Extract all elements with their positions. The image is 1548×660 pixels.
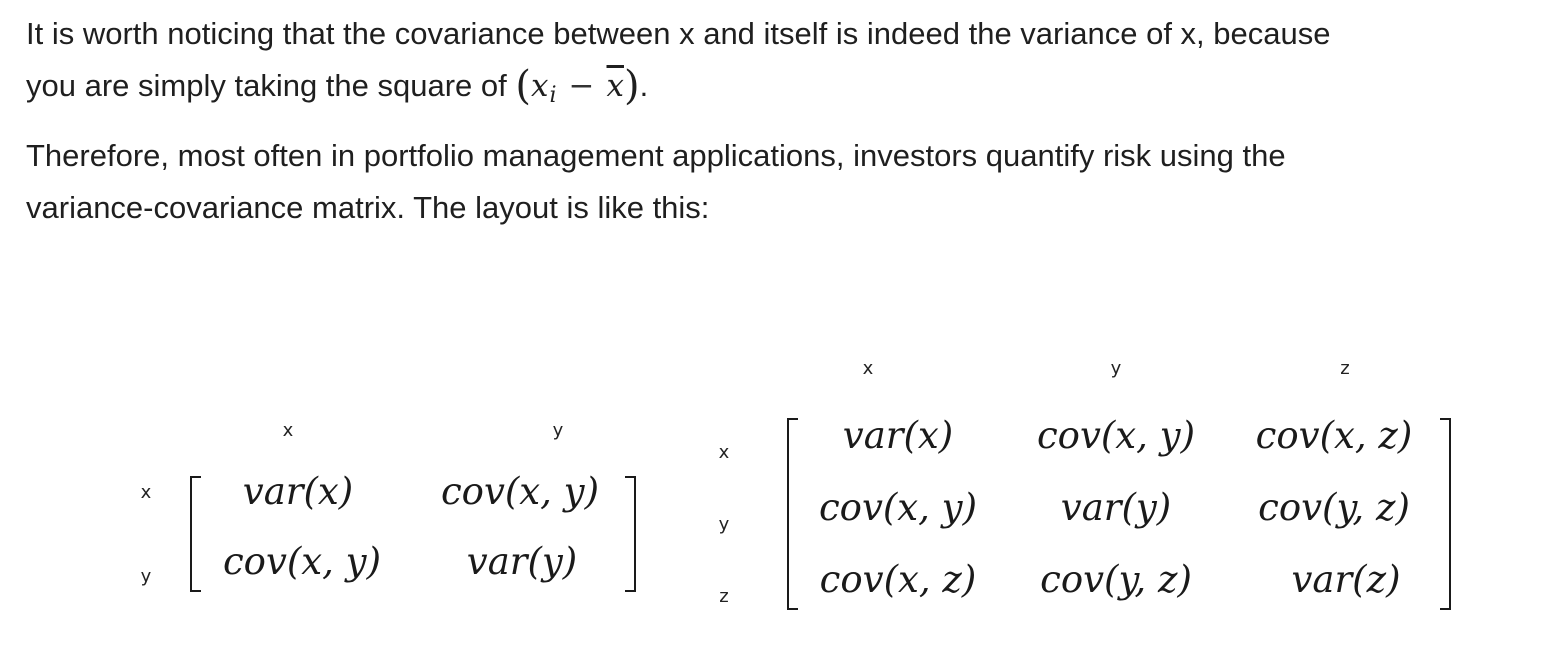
matrix2-cell-0-1: cov(x, y) bbox=[440, 470, 600, 513]
matrix3-cell-2-0: cov(x, z) bbox=[819, 558, 977, 601]
paragraph-matrix-intro bbox=[26, 130, 1526, 234]
matrix3-row-label-y: y bbox=[718, 514, 730, 535]
formula-subscript-i: i bbox=[549, 83, 557, 108]
inline-formula bbox=[515, 63, 649, 109]
matrix2-cell-0-0: var(x) bbox=[242, 470, 354, 513]
matrix2-col-label-x: x bbox=[282, 420, 294, 441]
matrix3-cell-0-1: cov(x, y) bbox=[1036, 414, 1196, 457]
matrix3-cell-0-0: var(x) bbox=[842, 414, 954, 457]
matrix3-row-label-z: z bbox=[719, 586, 729, 607]
paragraph-line-1: It is worth noticing that the covariance between x and itself is indeed the variance of x, because bbox=[26, 16, 1331, 51]
matrix3-col-label-x: x bbox=[862, 358, 874, 379]
matrix3-cell-2-2: var(z) bbox=[1291, 558, 1401, 601]
formula-close-paren: ) bbox=[623, 63, 640, 109]
matrix3-cell-1-1: var(y) bbox=[1060, 486, 1172, 529]
formula-minus: − bbox=[568, 68, 595, 104]
paragraph2-line-2: variance-covariance matrix. The layout is like this: bbox=[26, 190, 710, 225]
matrix2-left-bracket bbox=[190, 476, 201, 592]
matrix2-col-label-y: y bbox=[552, 420, 564, 441]
formula-x-bar: $\overline{x}$ bbox=[606, 68, 624, 104]
matrix2-right-bracket bbox=[625, 476, 636, 592]
matrix2-cell-1-0: cov(x, y) bbox=[222, 540, 382, 583]
formula-period: . bbox=[639, 68, 649, 103]
matrix3-col-label-y: y bbox=[1110, 358, 1122, 379]
matrix3-right-bracket bbox=[1440, 418, 1451, 610]
matrix3-cell-0-2: cov(x, z) bbox=[1255, 414, 1413, 457]
matrix3-col-label-z: z bbox=[1340, 358, 1350, 379]
matrix2-row-label-x: x bbox=[140, 482, 152, 503]
formula-x-i: x bbox=[530, 68, 549, 104]
paragraph2-line-1: Therefore, most often in portfolio management applications, investors quantify risk using the bbox=[26, 138, 1286, 173]
matrix2-row-label-y: y bbox=[140, 566, 152, 587]
matrix3-cell-1-0: cov(x, y) bbox=[818, 486, 978, 529]
matrix3-row-label-x: x bbox=[718, 442, 730, 463]
matrix2-cell-1-1: var(y) bbox=[466, 540, 578, 583]
formula-open-paren: ( bbox=[515, 63, 531, 109]
matrix3-cell-1-2: cov(y, z) bbox=[1258, 486, 1410, 529]
paragraph-line-2: you are simply taking the square of bbox=[26, 68, 516, 103]
matrix3-left-bracket bbox=[787, 418, 798, 610]
matrix3-cell-2-1: cov(y, z) bbox=[1040, 558, 1192, 601]
paragraph-covariance-note bbox=[26, 8, 1526, 122]
